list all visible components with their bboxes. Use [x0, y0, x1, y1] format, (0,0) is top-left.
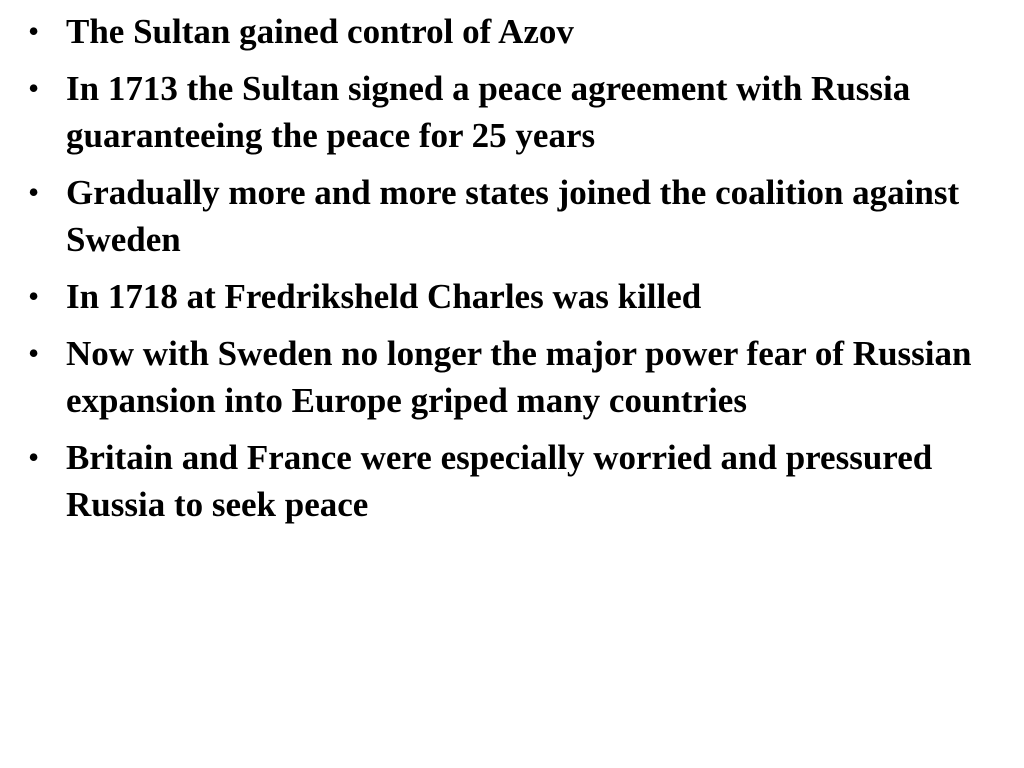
bullet-item: [28, 169, 1003, 263]
bullet-icon: •: [28, 335, 40, 371]
bullet-list: [28, 8, 1003, 538]
bullet-text: Gradually more and more states joined the coalition against Sweden: [66, 173, 960, 259]
bullet-item: [28, 273, 1003, 320]
bullet-text: In 1718 at Fredriksheld Charles was killed: [66, 277, 702, 316]
bullet-text: The Sultan gained control of Azov: [66, 12, 574, 51]
bullet-item: [28, 65, 1003, 159]
bullet-icon: •: [28, 174, 40, 210]
bullet-icon: •: [28, 13, 40, 49]
bullet-icon: •: [28, 70, 40, 106]
bullet-text: Britain and France were especially worried and pressured Russia to seek peace: [66, 438, 933, 524]
bullet-icon: •: [28, 439, 40, 475]
bullet-item: [28, 330, 1003, 424]
bullet-item: [28, 434, 1003, 528]
bullet-icon: •: [28, 278, 40, 314]
bullet-text: Now with Sweden no longer the major power fear of Russian expansion into Europe griped many countries: [66, 334, 972, 420]
bullet-text: In 1713 the Sultan signed a peace agreement with Russia guaranteeing the peace for 25 years: [66, 69, 911, 155]
bullet-item: [28, 8, 1003, 55]
